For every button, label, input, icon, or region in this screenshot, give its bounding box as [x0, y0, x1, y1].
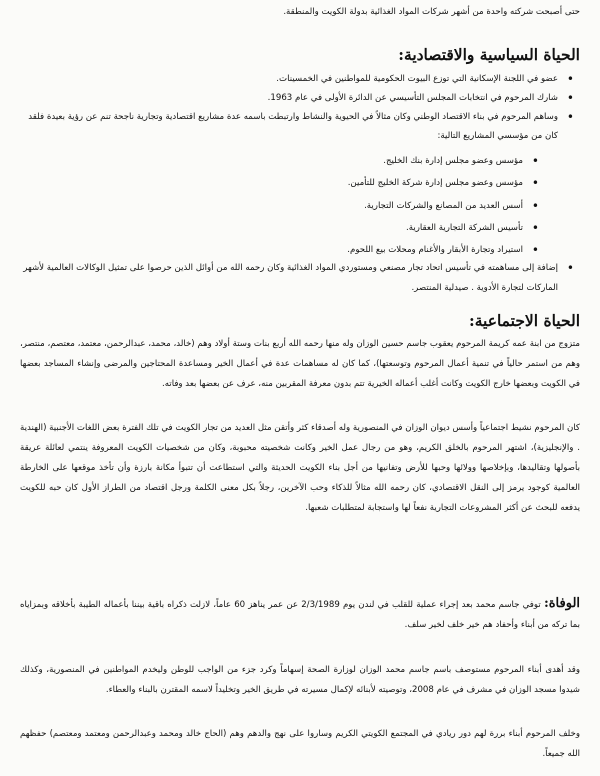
death-para	[20, 594, 580, 635]
projects-list	[20, 152, 545, 263]
bullet-election: • شارك المرحوم في انتخابات المجلس التأسيسي عن الدائرة الأولى في عام 1963.	[20, 89, 580, 108]
social-heading: الحياة الاجتماعية:	[469, 311, 580, 330]
social-para-1: متزوج من ابنة عمه كريمة المرحوم يعقوب جاسم حسين الوزان وله منها رحمه الله أربع بنات وستة أولاد وهم (خالد، محمد، عبدالرحمن، معتمد، معتصم، منتصر، وهم من استمر حالياً في تنمية أعمال المرحوم وتوسعتها)، كما كان له مساهمات عدة في أعمال الخير ومساعدة المحتاجين والمرضى وإنشاء المساجد بعضها في الكويت وبعضها خارج الكويت وكانت أغلب أعماله الخيرية تتم بدون معرفة المقربين منه، عرف عن بعضها بعد وفاته.	[20, 339, 580, 389]
death-text: توفي جاسم محمد بعد إجراء عملية للقلب في لندن يوم 2/3/1989 عن عمر يناهز 60 عاماً، لازلت ذكراه باقية بيننا بأعماله الطيبة بأخلاقه وبمزاياه بما تركه من أبناء وأحفاد هم خير خلف لخير سلف.	[20, 600, 580, 630]
political-bullets	[20, 70, 580, 146]
death-label: الوفاة:	[543, 596, 581, 611]
project-item: • مؤسس وعضو مجلس إدارة بنك الخليج.	[383, 154, 539, 168]
final-para: وخلف المرحوم أبناء بررة لهم دور ريادي في المجتمع الكويتي الكريم وساروا على نهج والدهم وهم (الحاج خالد ومحمد وعبدالرحمن ومعتمد ومعتصم) حفظهم الله جميعاً.	[20, 729, 580, 759]
project-item: • تأسيس الشركة التجارية العقارية.	[406, 220, 539, 235]
social-para-2: كان المرحوم نشيط اجتماعياً وأسس ديوان الوزان في المنصورية وله أصدقاء كثر وأتقن مثل العديد من تجار الكويت في تلك الفترة بعض اللغات الأجنبية (الهندية . والإنجليزية)، اشتهر المرحوم بالخلق الكريم، وهو من رجال عمل الخير وكانت شخصيته محبوبة، وكان من شخصيات الكويت المعروفة ينتمي لعائلة عريقة بأصولها وتقاليدها، وبإخلاصها وولائها وحبها للأرض وتفانيها من أجل بناء الكويت الحديثة والتي استطاعت أن تتبوأ مكانة بارزة وأن تأخذ موقعها على الخارطة العالمية كوجود يرمز إلى النقل الاقتصادي، كان رحمه الله مثالاً للذكاء وحب الآخرين، رجلاً بكل معنى الكلمة ورجل اقتصاد من الطراز الأول كان حبه للكويت يدفعه للبحث عن أكثر المشروعات التجارية نفعاً لها واستجابة لمتطلبات شعبها.	[20, 423, 580, 513]
project-item: • أسس العديد من المصانع والشركات التجارية.	[364, 198, 539, 213]
bullet-economy: • وساهم المرحوم في بناء الاقتصاد الوطني وكان مثالاً في الحيوية والنشاط وارتبطت باسمه عدة مشاريع اقتصادية وتجارية ناجحة تنم عن رؤية بعيدة فلقد كان من مؤسسي المشاريع التالية:	[20, 108, 580, 146]
gift-para: وقد أهدى أبناء المرحوم مستوصف باسم جاسم محمد الوزان لوزارة الصحة إسهاماً وكرد جزء من الواجب للوطن وليخدم المواطنين في المنصورية، وكذلك شيدوا مسجد الوزان في مشرف في عام 2008، وتوصيته لأبنائه لإكمال مسيرته في طريق الخير وتخليداً لاسمه المقترن بالبناء والعطاء.	[20, 665, 580, 695]
project-item: • مؤسس وعضو مجلس إدارة شركة الخليج للتأمين.	[347, 176, 539, 191]
political-heading: الحياة السياسية والاقتصادية:	[398, 45, 580, 64]
bullet-housing: • عضو في اللجنة الإسكانية التي توزع البيوت الحكومية للمواطنين في الخمسينات.	[20, 70, 580, 89]
last-bullet: • إضافة إلى مساهمته في تأسيس اتحاد تجار مصنعي ومستوردي المواد الغذائية وكان رحمه الله من أوائل الذين حرصوا على تمثيل الوكالات العالمية لأشهر الماركات لتجارة الأدوية . صيدلية المنتصر.	[23, 261, 574, 293]
project-item: • استيراد وتجارة الأبقار والأغنام ومحلات بيع اللحوم.	[347, 243, 539, 258]
intro-line: حتى أصبحت شركته واحدة من أشهر شركات المواد الغذائية بدولة الكويت والمنطقة.	[283, 7, 580, 17]
